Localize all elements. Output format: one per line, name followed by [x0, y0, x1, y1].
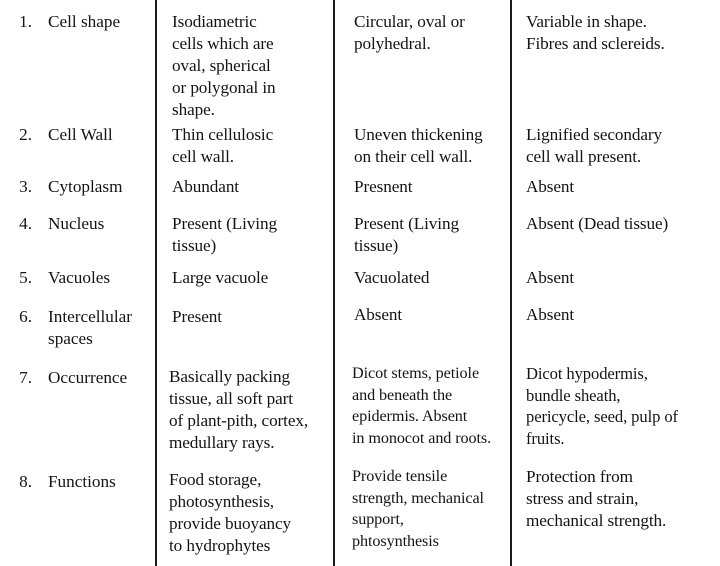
- row-feature: Occurrence: [48, 368, 128, 387]
- column-divider-1: [155, 0, 157, 566]
- cell-col2: Presnent: [354, 177, 413, 196]
- cell-col2: Uneven thickening on their cell wall.: [354, 125, 483, 166]
- column-divider-2: [333, 0, 335, 566]
- cell-col3: Absent: [526, 177, 575, 196]
- cell-col2: Provide tensile strength, mechanical support, phtosynthesis: [352, 467, 484, 550]
- cell-col2: Circular, oval or polyhedral.: [354, 12, 465, 53]
- row-feature: Cell Wall: [48, 125, 113, 144]
- cell-col3: Absent: [526, 305, 575, 324]
- cell-col1: Present: [172, 307, 222, 326]
- cell-col1: Isodiametric cells which are oval, spherical or polygonal in shape.: [172, 12, 276, 119]
- row-feature: Vacuoles: [48, 268, 111, 287]
- row-number: 3.: [19, 177, 32, 196]
- cell-col2: Dicot stems, petiole and beneath the epidermis. Absent in monocot and roots.: [352, 364, 492, 447]
- cell-col2: Present (Living tissue): [354, 214, 459, 255]
- row-number: 7.: [19, 368, 32, 387]
- cell-col3: Variable in shape. Fibres and sclereids.: [526, 12, 665, 53]
- cell-col1: Abundant: [172, 177, 239, 196]
- cell-col1: Large vacuole: [172, 268, 269, 287]
- cell-col1: Basically packing tissue, all soft part of plant-pith, cortex, medullary rays.: [169, 367, 309, 452]
- cell-col2: Vacuolated: [354, 268, 430, 287]
- row-feature: Functions: [48, 472, 116, 491]
- cell-col3: Protection from stress and strain, mechanical strength.: [526, 467, 667, 530]
- row-number: 5.: [19, 268, 32, 287]
- cell-col1: Present (Living tissue): [172, 214, 277, 255]
- row-number: 4.: [19, 214, 32, 233]
- cell-col3: Absent (Dead tissue): [526, 214, 669, 233]
- cell-col1: Food storage, photosynthesis, provide buoyancy to hydrophytes: [169, 470, 292, 555]
- cell-col3: Absent: [526, 268, 575, 287]
- row-feature: Nucleus: [48, 214, 105, 233]
- cell-col3: Dicot hypodermis, bundle sheath, pericycle, seed, pulp of fruits.: [526, 364, 678, 448]
- row-feature: Intercellular spaces: [48, 307, 132, 348]
- row-number: 6.: [19, 307, 32, 326]
- row-feature: Cell shape: [48, 12, 121, 31]
- column-divider-3: [510, 0, 512, 566]
- cell-col2: Absent: [354, 305, 403, 324]
- row-number: 2.: [19, 125, 32, 144]
- row-number: 1.: [19, 12, 32, 31]
- cell-col3: Lignified secondary cell wall present.: [526, 125, 663, 166]
- row-feature: Cytoplasm: [48, 177, 123, 196]
- row-number: 8.: [19, 472, 32, 491]
- cell-col1: Thin cellulosic cell wall.: [172, 125, 274, 166]
